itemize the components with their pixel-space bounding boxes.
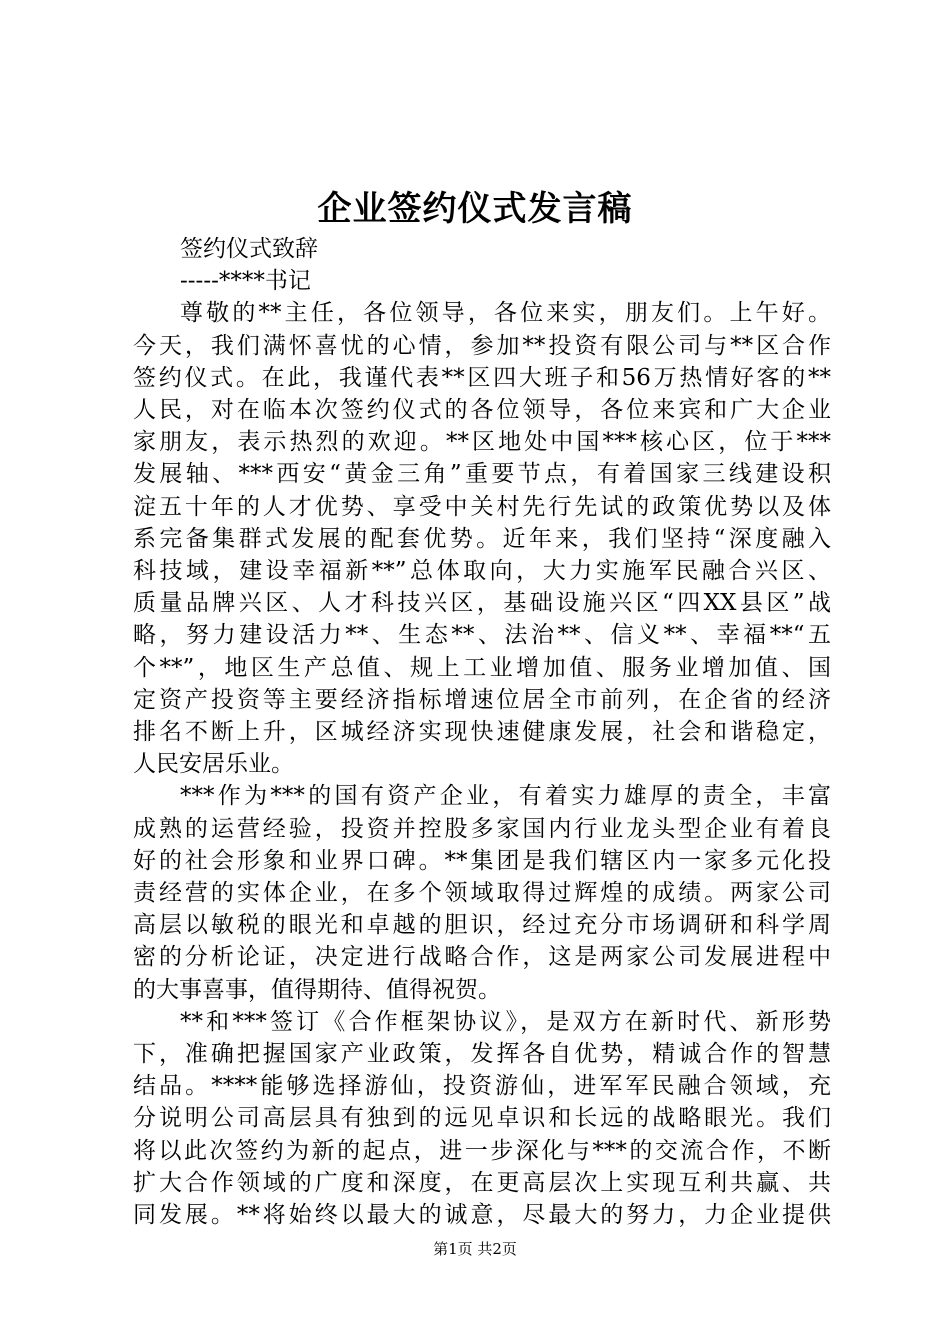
paragraph-line: 人民安居乐业。 xyxy=(133,751,294,778)
paragraph-line: 的大事喜事，值得期待、值得祝贺。 xyxy=(133,976,501,1003)
paragraph-line: **和***签订《合作框架协议》，是双方在新时代、新形势 xyxy=(180,1008,831,1035)
paragraph-line: 人民，对在临本次签约仪式的各位领导，各位来宾和广大企业 xyxy=(133,397,831,424)
paragraph-line: 今天，我们满怀喜忧的心情，参加**投资有限公司与**区合作 xyxy=(133,332,831,359)
subtitle-line: 签约仪式致辞 xyxy=(180,236,318,262)
paragraph-2 xyxy=(133,780,831,1005)
paragraph-line: 家朋友，表示热烈的欢迎。**区地处中国***核心区，位于*** xyxy=(133,429,831,456)
paragraph-line: 结品。****能够选择游仙，投资游仙，进军军民融合领域，充 xyxy=(133,1073,831,1100)
paragraph-line: 质量品牌兴区、人才科技兴区，基础设施兴区“四XX县区”战 xyxy=(133,590,831,617)
paragraph-line: 将以此次签约为新的起点，进一步深化与***的交流合作，不断 xyxy=(133,1137,831,1164)
paragraph-line: 系完备集群式发展的配套优势。近年来，我们坚持“深度融入 xyxy=(133,525,831,552)
paragraph-line: 成熟的运营经验，投资并控股多家国内行业龙头型企业有着良 xyxy=(133,815,831,842)
paragraph-line: 尊敬的**主任，各位领导，各位来实，朋友们。上午好。 xyxy=(180,300,831,327)
document-body xyxy=(133,233,831,1231)
paragraph-line: 个**”，地区生产总值、规上工业增加值、服务业增加值、国 xyxy=(133,654,831,681)
paragraph-line: 定资产投资等主要经济指标增速位居全市前列，在企省的经济 xyxy=(133,686,831,713)
page-footer: 第1页 共2页 xyxy=(433,1240,517,1258)
paragraph-line: 密的分析论证，决定进行战略合作，这是两家公司发展进程中 xyxy=(133,944,831,971)
paragraph-line: ***作为***的国有资产企业，有着实力雄厚的责全，丰富 xyxy=(180,783,831,810)
paragraph-1 xyxy=(133,297,831,780)
paragraph-line: 分说明公司高层具有独到的远见卓识和长远的战略眼光。我们 xyxy=(133,1105,831,1132)
signature-line: -----****书记 xyxy=(180,268,311,295)
paragraph-3 xyxy=(133,1006,831,1231)
paragraph-line: 淀五十年的人才优势、享受中关村先行先试的政策优势以及体 xyxy=(133,493,831,520)
paragraph-line: 发展轴、***西安“黄金三角”重要节点，有着国家三线建设积 xyxy=(133,461,831,488)
paragraph-line: 高层以敏税的眼光和卓越的胆识，经过充分市场调研和科学周 xyxy=(133,912,831,939)
paragraph-line: 科技域，建设幸福新**”总体取向，大力实施军民融合兴区、 xyxy=(133,558,831,585)
document-title: 企业签约仪式发言稿 xyxy=(317,189,633,229)
paragraph-line: 同发展。**将始终以最大的诚意，尽最大的努力，力企业提供 xyxy=(133,1202,831,1229)
paragraph-line: 责经营的实体企业，在多个领域取得过辉煌的成绩。两家公司 xyxy=(133,880,831,907)
paragraph-line: 签约仪式。在此，我谨代表**区四大班子和56万热情好客的** xyxy=(133,364,831,391)
paragraph-line: 略，努力建设活力**、生态**、法治**、信义**、幸福**“五 xyxy=(133,622,831,649)
paragraph-line: 排名不断上升，区城经济实现快速健康发展，社会和谐稳定， xyxy=(133,719,831,746)
paragraph-line: 扩大合作领域的广度和深度，在更高层次上实现互利共赢、共 xyxy=(133,1169,831,1196)
paragraph-line: 好的社会形象和业界口碑。**集团是我们辖区内一家多元化投 xyxy=(133,847,831,874)
paragraph-line: 下，准确把握国家产业政策，发挥各自优势，精诚合作的智慧 xyxy=(133,1041,831,1068)
